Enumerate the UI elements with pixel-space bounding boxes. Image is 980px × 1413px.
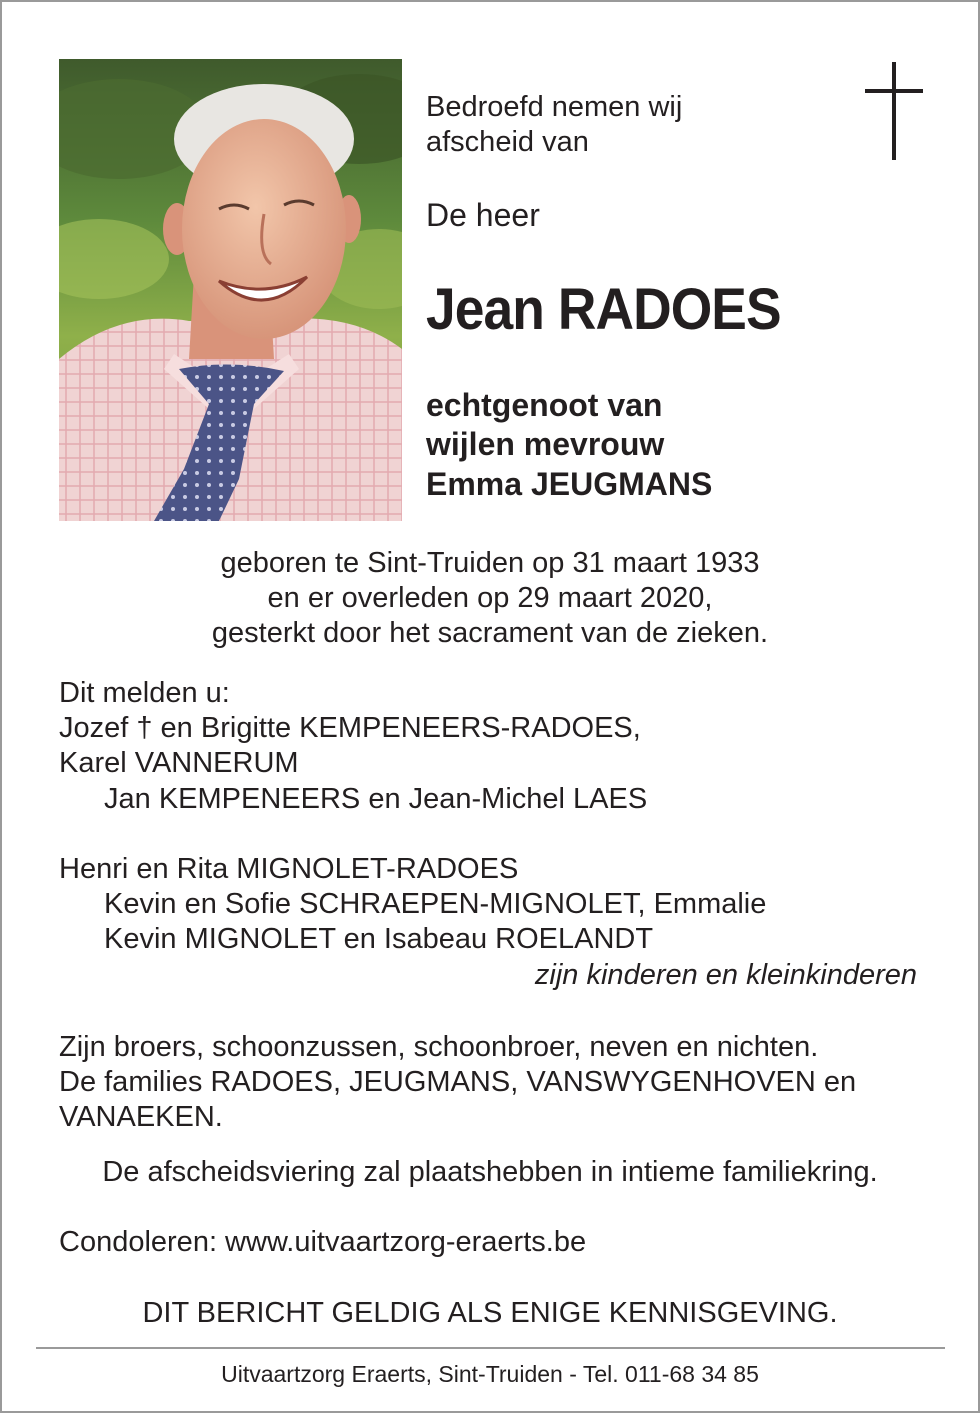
ceremony-text: De afscheidsviering zal plaatshebben in intieme familiekring. xyxy=(102,1156,878,1188)
intro-line-2: afscheid van xyxy=(426,126,589,158)
family-1-sub: Jan KEMPENEERS en Jean-Michel LAES xyxy=(104,783,648,815)
portrait-photo xyxy=(59,59,402,521)
footer-divider xyxy=(36,1347,945,1349)
notice-text: DIT BERICHT GELDIG ALS ENIGE KENNISGEVING. xyxy=(142,1297,838,1329)
condolences-text: Condoleren: www.uitvaartzorg-eraerts.be xyxy=(59,1226,587,1258)
family-1-line-2: Karel VANNERUM xyxy=(59,747,299,779)
relatives-line-3: VANAEKEN. xyxy=(59,1101,223,1133)
spouse-line-1: echtgenoot van xyxy=(426,387,663,423)
family-2-sub-1: Kevin en Sofie SCHRAEPEN-MIGNOLET, Emmalie xyxy=(104,888,767,920)
salutation: De heer xyxy=(426,197,540,233)
intro-line-1: Bedroefd nemen wij xyxy=(426,91,683,123)
spouse-line-2: wijlen mevrouw xyxy=(426,426,665,462)
family-2: Henri en Rita MIGNOLET-RADOES xyxy=(59,853,519,885)
deceased-name: Jean RADOES xyxy=(426,277,781,342)
relatives-line-2: De families RADOES, JEUGMANS, VANSWYGENHOVEN en xyxy=(59,1066,857,1098)
spouse-line-3: Emma JEUGMANS xyxy=(426,466,713,502)
footer-text: Uitvaartzorg Eraerts, Sint-Truiden - Tel. 011-68 34 85 xyxy=(221,1361,759,1387)
latin-cross-icon xyxy=(865,62,923,160)
relatives-line-1: Zijn broers, schoonzussen, schoonbroer, neven en nichten. xyxy=(59,1031,819,1063)
life-line-1: geboren te Sint-Truiden op 31 maart 1933 xyxy=(220,547,760,579)
family-1-line-1: Jozef † en Brigitte KEMPENEERS-RADOES, xyxy=(59,712,641,744)
life-line-2: en er overleden op 29 maart 2020, xyxy=(267,582,713,614)
life-line-3: gesterkt door het sacrament van de zieken. xyxy=(211,617,769,649)
announcers-heading: Dit melden u: xyxy=(59,677,230,709)
family-2-sub-2: Kevin MIGNOLET en Isabeau ROELANDT xyxy=(104,923,654,955)
relation-caption: zijn kinderen en kleinkinderen xyxy=(534,959,917,991)
